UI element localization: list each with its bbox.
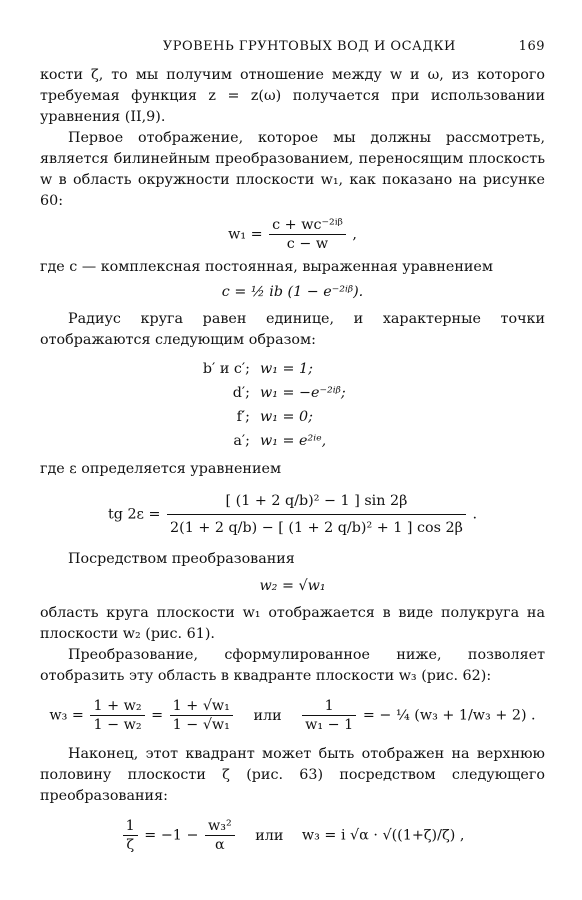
- formula-quadrant-or: или: [253, 707, 282, 724]
- paragraph-9: Наконец, этот квадрант может быть отображен на верхнюю половину плоскости ζ (рис. 63) посредством следующего преобразования:: [40, 746, 545, 804]
- paragraph-6: Посредством преобразования: [68, 551, 295, 567]
- formula-final-frac-1: [123, 817, 138, 854]
- page-number: 169: [518, 39, 545, 54]
- formula-final-num-1: 1: [123, 817, 138, 836]
- paragraph-8: Преобразование, сформулированное ниже, позволяет отобразить эту область в квадранте плоскости w₃ (рис. 62):: [40, 647, 545, 684]
- formula-sqrt: w₂ = √w₁: [259, 578, 326, 594]
- point-mapping-item: b′ и c′; w₁ = 1;: [202, 361, 313, 377]
- formula-bilinear-tail: ,: [352, 226, 357, 243]
- formula-epsilon-tail: .: [472, 506, 477, 523]
- formula-quadrant-num-2: 1 + √w₁: [170, 697, 233, 716]
- formula-epsilon-numerator: [ (1 + 2 q/b)² − 1 ] sin 2β: [167, 488, 466, 515]
- formula-final-den-2: α: [214, 837, 225, 853]
- formula-final-den-1: ζ: [126, 837, 135, 853]
- formula-quadrant-frac-3: [302, 697, 356, 734]
- formula-bilinear-numerator: c + wc⁻²ⁱᵝ: [269, 216, 346, 235]
- formula-bilinear-denominator: c − w: [286, 236, 329, 252]
- paragraph-5: где ε определяется уравнением: [40, 461, 282, 477]
- formula-final-num-2: w₃²: [205, 817, 235, 836]
- formula-final-lhs-rest: = −1 −: [144, 827, 199, 844]
- paragraph-4: Радиус круга равен единице, и характерные точки отображаются следующим образом:: [40, 311, 545, 348]
- paragraph-2: Первое отображение, которое мы должны рассмотреть, является билинейным преобразованием, переносящим плоскость w в область окружности плоскости w₁, как показано на рисунке 60:: [40, 130, 545, 209]
- formula-epsilon: [40, 488, 545, 541]
- book-page: [40, 36, 545, 864]
- formula-quadrant-rhs: = − ¼ (w₃ + 1/w₃ + 2) .: [362, 707, 536, 724]
- formula-bilinear: [40, 216, 545, 253]
- formula-constant-c: c = ½ ib (1 − e⁻²ⁱᵝ).: [221, 284, 364, 300]
- paragraph-3: где c — комплексная постоянная, выраженная уравнением: [40, 259, 493, 275]
- formula-epsilon-lhs: tg 2ε =: [108, 506, 161, 523]
- formula-quadrant: [40, 697, 545, 734]
- formula-epsilon-fraction: [167, 488, 466, 541]
- formula-quadrant-num-3: 1: [302, 697, 356, 716]
- formula-quadrant-frac-2: [170, 697, 233, 734]
- formula-quadrant-lhs: w₃ =: [49, 707, 84, 724]
- formula-final-rhs: w₃ = i √α · √((1+ζ)/ζ) ,: [301, 827, 465, 844]
- formula-final-or: или: [255, 827, 284, 844]
- point-mapping-item: a′; w₁ = e²ⁱᵉ,: [233, 433, 327, 449]
- point-mapping-list: [180, 357, 545, 453]
- formula-quadrant-den-1: 1 − w₂: [93, 717, 142, 733]
- formula-final: [40, 817, 545, 854]
- paragraph-7: область круга плоскости w₁ отображается в виде полукруга на плоскости w₂ (рис. 61).: [40, 605, 545, 642]
- point-mapping-item: f′; w₁ = 0;: [236, 409, 313, 425]
- formula-quadrant-den-2: 1 − √w₁: [172, 717, 230, 733]
- formula-quadrant-frac-1: [90, 697, 144, 734]
- page-header: [40, 36, 545, 57]
- paragraph-1: кости ζ, то мы получим отношение между w и ω, из которого требуемая функция z = z(ω) получается при использовании уравнения (II,9).: [40, 67, 545, 125]
- running-title: УРОВЕНЬ ГРУНТОВЫХ ВОД И ОСАДКИ: [162, 39, 456, 54]
- formula-epsilon-denominator: 2(1 + 2 q/b) − [ (1 + 2 q/b)² + 1 ] cos 2β: [170, 520, 463, 536]
- formula-quadrant-num-1: 1 + w₂: [90, 697, 144, 716]
- formula-quadrant-equals: =: [151, 707, 164, 724]
- formula-quadrant-den-3: w₁ − 1: [305, 717, 354, 733]
- formula-bilinear-fraction: [269, 216, 346, 253]
- point-mapping-item: d′; w₁ = −e⁻²ⁱᵝ;: [232, 385, 346, 401]
- formula-bilinear-lhs: w₁ =: [228, 226, 263, 243]
- formula-final-frac-2: [205, 817, 235, 854]
